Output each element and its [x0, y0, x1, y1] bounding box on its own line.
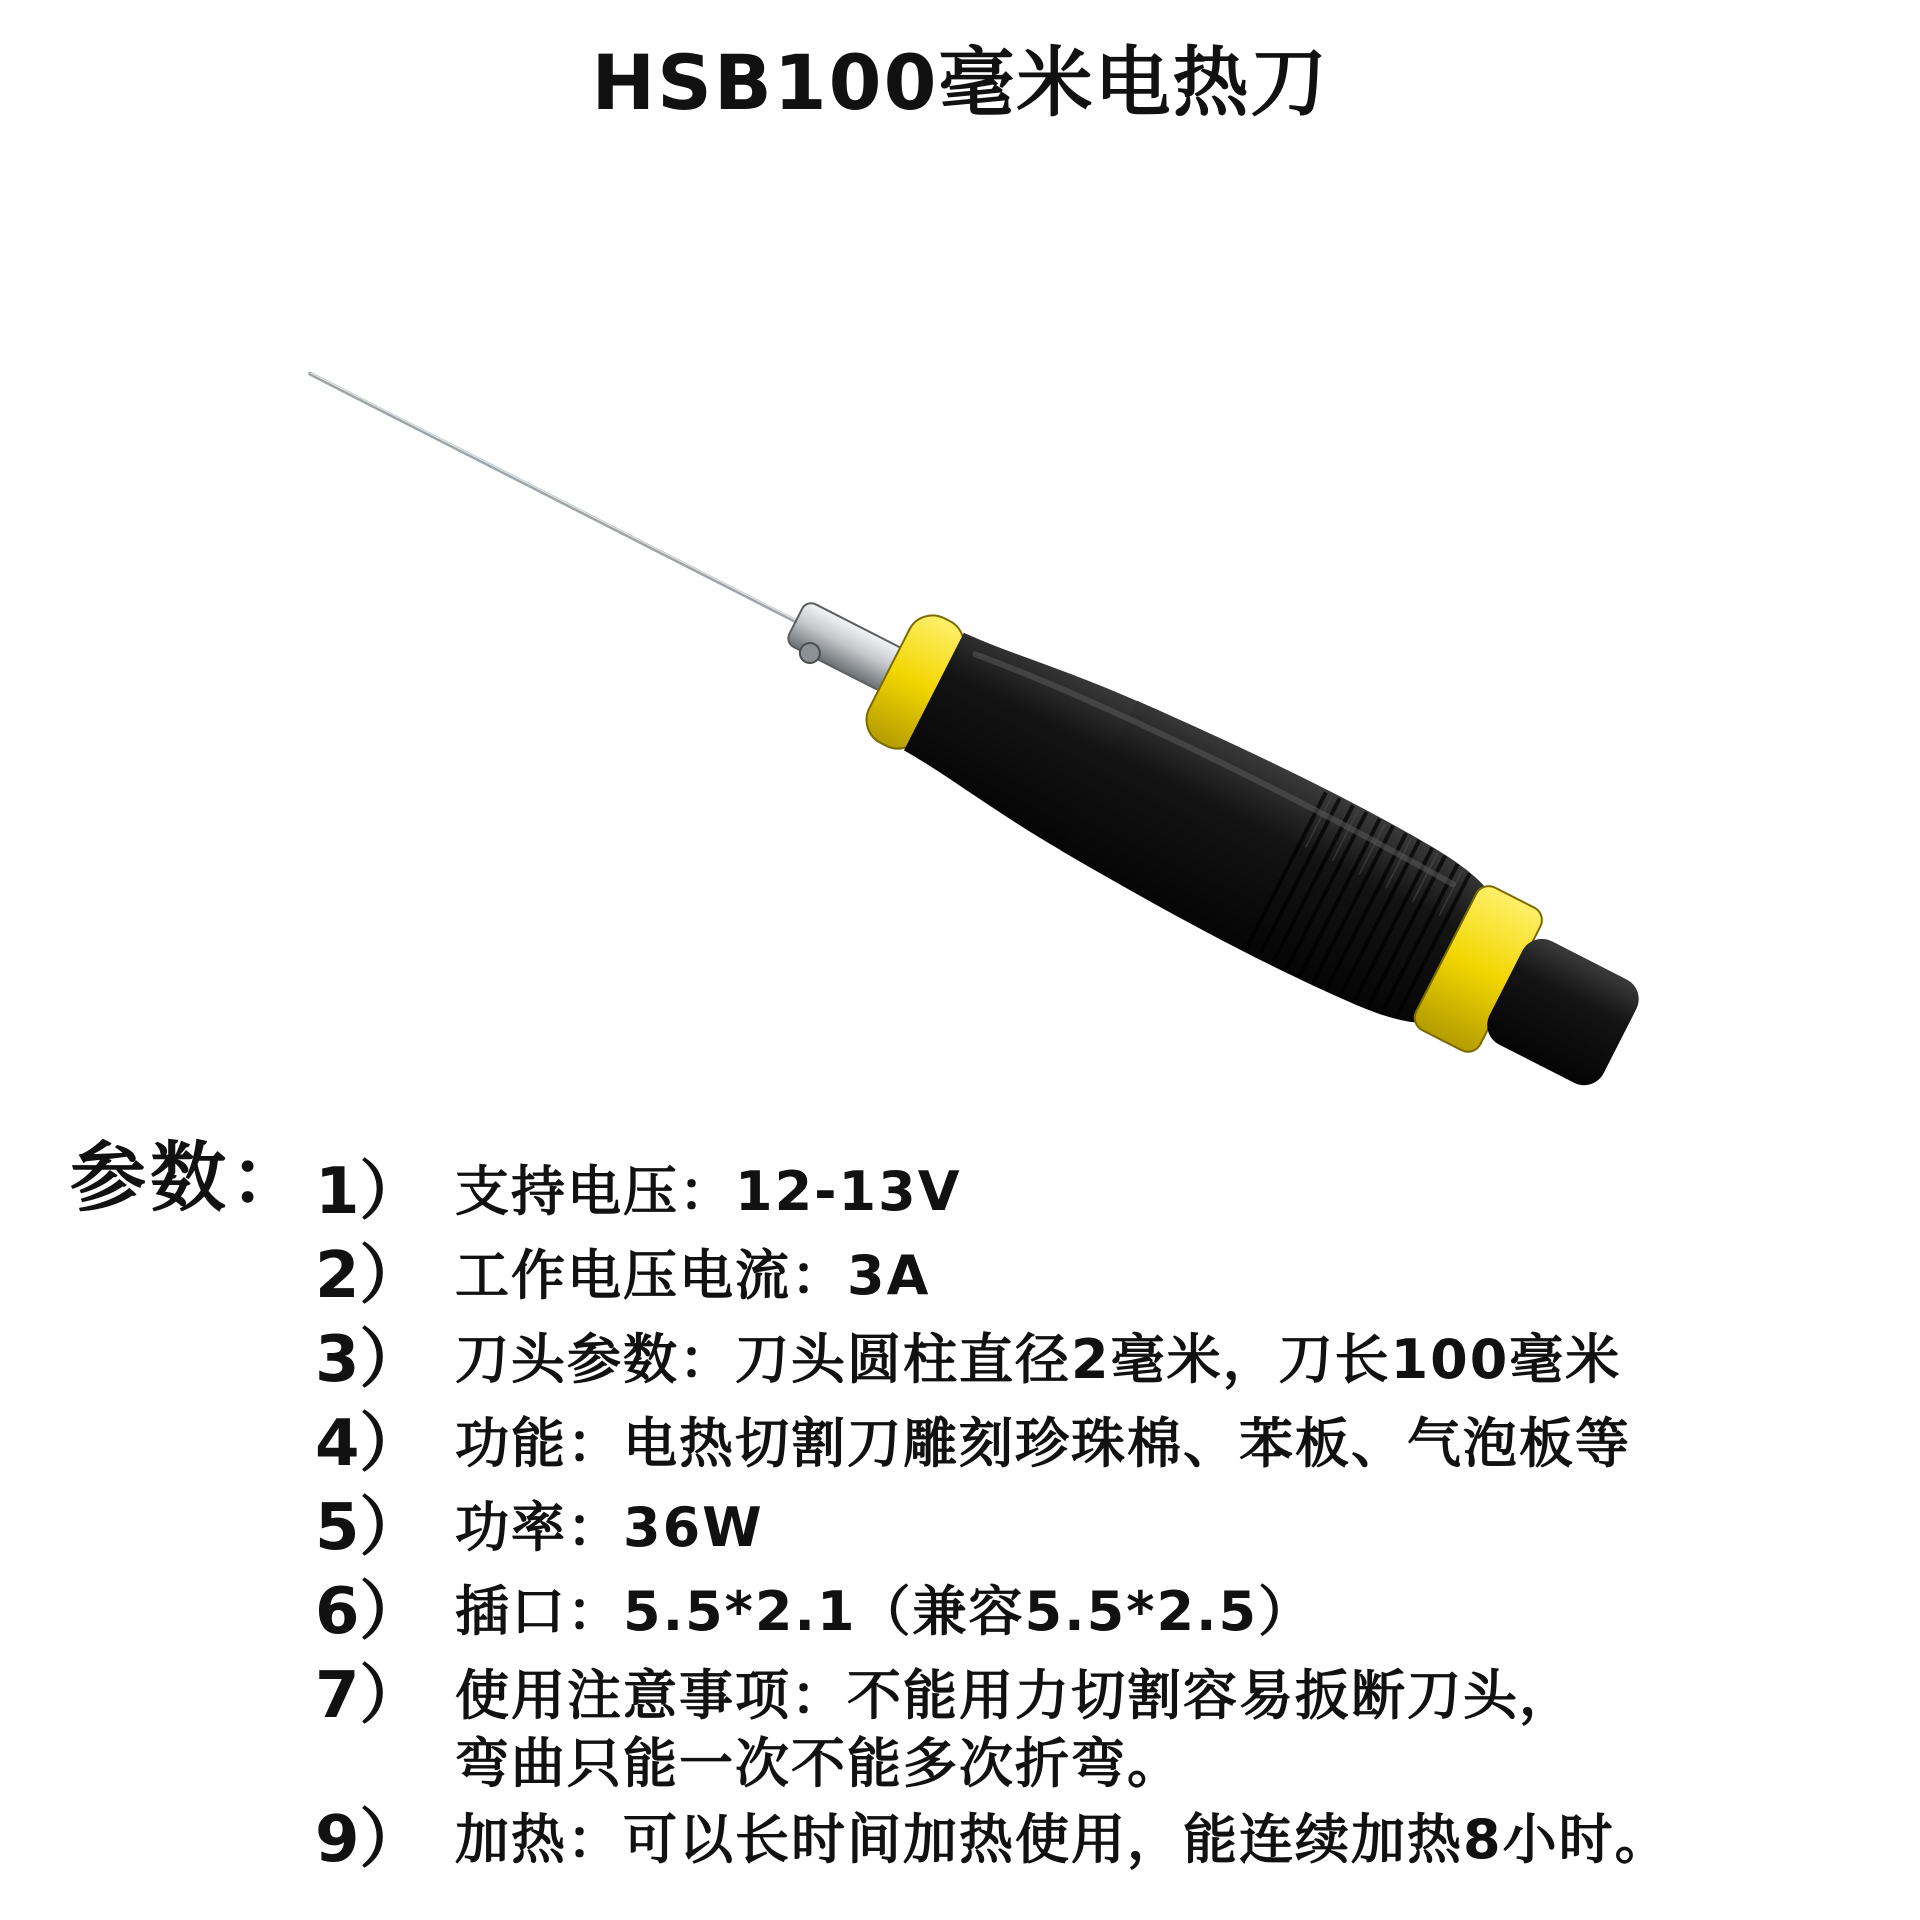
- param-number: 7）: [315, 1659, 424, 1733]
- param-item: [315, 1234, 1671, 1318]
- param-text: 工作电压电流：3A: [455, 1244, 931, 1307]
- param-item: [315, 1798, 1671, 1882]
- handle-grip: [1057, 694, 1492, 1035]
- blade-wire: [310, 374, 800, 624]
- param-number: 1）: [315, 1155, 424, 1229]
- page-title: HSB100毫米电热刀: [591, 38, 1329, 127]
- electric-foam-cutter-image: [200, 300, 1760, 1150]
- param-item: [315, 1654, 1671, 1798]
- param-text: 支持电压：12-13V: [455, 1160, 962, 1223]
- param-number: 4）: [315, 1407, 424, 1481]
- params-list: [315, 1150, 1671, 1882]
- param-number: 2）: [315, 1239, 424, 1313]
- param-text: 加热：可以长时间加热使用，能连续加热8小时。: [455, 1808, 1671, 1871]
- param-text: 功率：36W: [455, 1496, 764, 1559]
- param-number: 6）: [315, 1575, 424, 1649]
- params-heading: 参数：: [70, 1133, 310, 1222]
- param-text: 刀头参数：刀头圆柱直径2毫米，刀长100毫米: [455, 1328, 1622, 1391]
- param-text: 插口：5.5*2.1（兼容5.5*2.5）: [455, 1580, 1315, 1643]
- param-item: [315, 1318, 1671, 1402]
- param-number: 3）: [315, 1323, 424, 1397]
- param-number: 5）: [315, 1491, 424, 1565]
- param-number: 9）: [315, 1803, 424, 1877]
- param-text: 功能：电热切割刀雕刻珍珠棉、苯板、气泡板等: [455, 1412, 1631, 1475]
- param-item: [315, 1402, 1671, 1486]
- param-text: 使用注意事项：不能用力切割容易扳断刀头，: [455, 1664, 1575, 1727]
- param-item: [315, 1570, 1671, 1654]
- param-item: [315, 1486, 1671, 1570]
- param-item: [315, 1150, 1671, 1234]
- param-text-continuation: 弯曲只能一次不能多次折弯。: [455, 1732, 1183, 1795]
